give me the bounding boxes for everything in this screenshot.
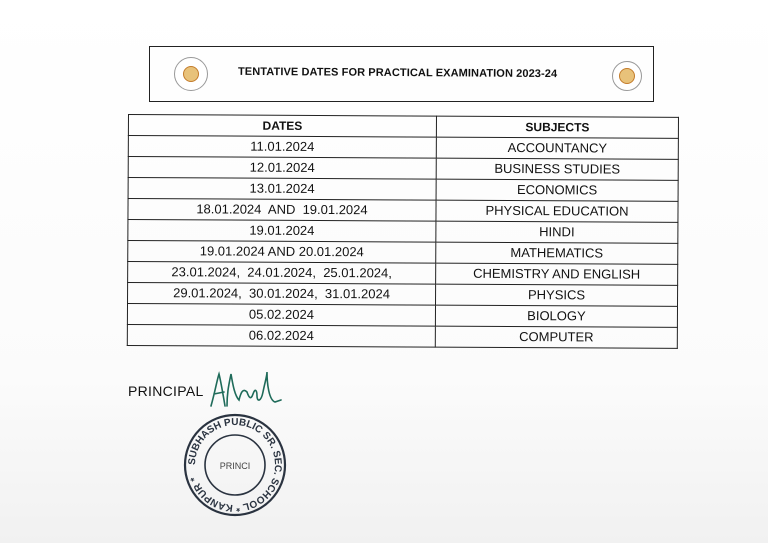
column-header-dates: DATES [128, 115, 436, 138]
subject-cell: COMPUTER [435, 326, 677, 348]
stamp-ring-text: SUBHASH PUBLIC SR. SEC. SCHOOL * KANPUR * [186, 416, 284, 514]
table-row [128, 220, 678, 244]
subject-cell: BUSINESS STUDIES [436, 158, 678, 180]
table-row [128, 262, 678, 286]
emblem-icon [619, 68, 635, 84]
subject-cell: ECONOMICS [436, 179, 678, 201]
table-row [128, 178, 678, 202]
exam-schedule-table [127, 114, 679, 349]
table-row [128, 136, 678, 160]
stamp-center-text: PRINCI [219, 461, 251, 471]
date-cell: 19.01.2024 [128, 220, 436, 243]
date-cell: 23.01.2024, 24.01.2024, 25.01.2024, [128, 262, 436, 285]
subject-cell: ACCOUNTANCY [436, 137, 678, 159]
school-logo-right [612, 61, 642, 91]
date-cell: 05.02.2024 [127, 304, 435, 327]
subject-cell: MATHEMATICS [436, 242, 678, 264]
date-cell: 06.02.2024 [127, 324, 435, 347]
table-row [127, 304, 677, 328]
school-stamp [182, 412, 288, 518]
principal-label: PRINCIPAL [128, 383, 204, 399]
header-box [149, 46, 654, 102]
table-row [128, 241, 678, 265]
subject-cell: PHYSICAL EDUCATION [436, 200, 678, 222]
emblem-icon [183, 66, 199, 82]
date-cell: 11.01.2024 [128, 136, 436, 159]
table-row [127, 324, 677, 348]
date-cell: 18.01.2024 AND 19.01.2024 [128, 199, 436, 222]
table-row [128, 199, 678, 223]
subject-cell: PHYSICS [436, 284, 678, 306]
date-cell: 13.01.2024 [128, 178, 436, 201]
document-title: TENTATIVE DATES FOR PRACTICAL EXAMINATION 2023-24 [237, 65, 558, 81]
subject-cell: CHEMISTRY AND ENGLISH [436, 263, 678, 285]
principal-signature [205, 362, 285, 412]
date-cell: 12.01.2024 [128, 157, 436, 180]
table-header-row [128, 115, 678, 139]
subject-cell: BIOLOGY [435, 305, 677, 327]
table-row [128, 157, 678, 181]
subject-cell: HINDI [436, 221, 678, 243]
date-cell: 19.01.2024 AND 20.01.2024 [128, 241, 436, 264]
date-cell: 29.01.2024, 30.01.2024, 31.01.2024 [128, 283, 436, 306]
table-row [128, 283, 678, 307]
school-logo-left [174, 57, 208, 91]
column-header-subjects: SUBJECTS [436, 116, 678, 138]
